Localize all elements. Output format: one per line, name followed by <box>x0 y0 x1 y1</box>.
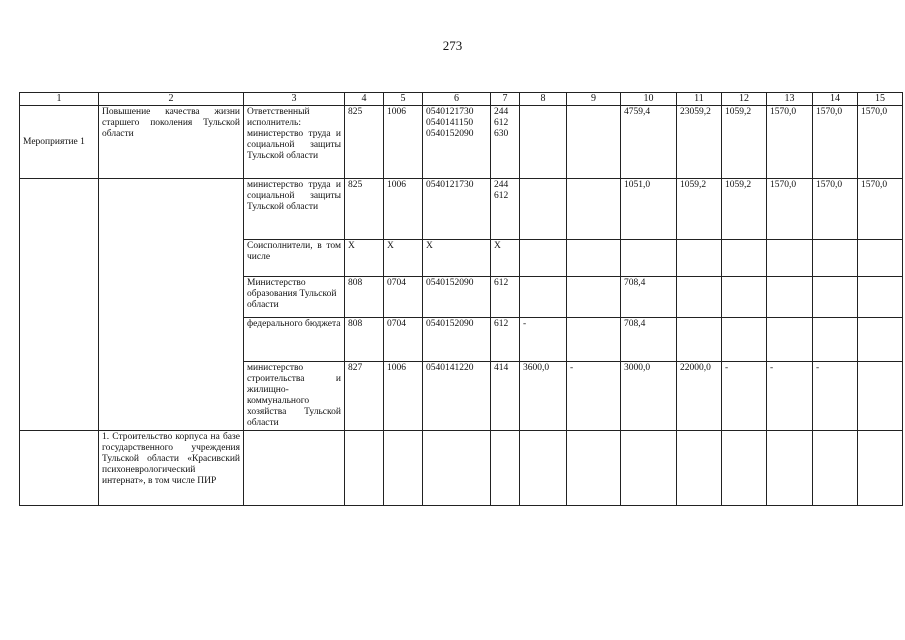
executor-cell: министерство труда и социальной защиты Тульской области <box>244 179 345 240</box>
cell-c14: - <box>813 362 858 431</box>
cell-c8: 3600,0 <box>520 362 567 431</box>
cell-c12 <box>722 240 767 277</box>
column-header: 14 <box>813 93 858 106</box>
column-header: 10 <box>621 93 677 106</box>
column-header: 1 <box>20 93 99 106</box>
cell-c9 <box>567 106 621 179</box>
cell-c6: 0540152090 <box>423 318 491 362</box>
cell-c13: - <box>767 362 813 431</box>
cell-c4: 825 <box>345 179 384 240</box>
column-header: 7 <box>491 93 520 106</box>
empty-cell <box>423 431 491 506</box>
cell-c6: 0540152090 <box>423 277 491 318</box>
cell-c4: 825 <box>345 106 384 179</box>
column-header: 15 <box>858 93 903 106</box>
cell-c5: 1006 <box>384 179 423 240</box>
column-header: 9 <box>567 93 621 106</box>
empty-cell <box>858 431 903 506</box>
column-header: 6 <box>423 93 491 106</box>
cell-c10: 708,4 <box>621 318 677 362</box>
subitem-title: 1. Строительство корпуса на базе государственного учреждения Тульской области «Красивский психоневрологический интернат», в том числе ПИР <box>99 431 244 506</box>
cell-c6: 0540121730 <box>423 179 491 240</box>
empty-cell <box>567 431 621 506</box>
empty-cell <box>621 431 677 506</box>
cell-c13 <box>767 277 813 318</box>
cell-c11: 1059,2 <box>677 179 722 240</box>
cell-c5: 0704 <box>384 277 423 318</box>
empty-cell <box>345 431 384 506</box>
column-header: 8 <box>520 93 567 106</box>
executor-cell: Министерство образования Тульской области <box>244 277 345 318</box>
cell-c6: 0540121730 0540141150 0540152090 <box>423 106 491 179</box>
empty-cell <box>520 431 567 506</box>
cell-c7: 244 612 630 <box>491 106 520 179</box>
column-header: 12 <box>722 93 767 106</box>
empty-cell <box>677 431 722 506</box>
cell-c9 <box>567 318 621 362</box>
cell-c13: 1570,0 <box>767 106 813 179</box>
cell-c7: 612 <box>491 277 520 318</box>
cell-c7: 244 612 <box>491 179 520 240</box>
empty-cell <box>384 431 423 506</box>
event-goal: Повышение качества жизни старшего поколения Тульской области <box>99 106 244 179</box>
cell-c12 <box>722 277 767 318</box>
cell-c12: - <box>722 362 767 431</box>
cell-c6: 0540141220 <box>423 362 491 431</box>
cell-c6: X <box>423 240 491 277</box>
cell-c10: 3000,0 <box>621 362 677 431</box>
cell-c11: 23059,2 <box>677 106 722 179</box>
cell-c15: 1570,0 <box>858 179 903 240</box>
cell-c15: 1570,0 <box>858 106 903 179</box>
column-header: 2 <box>99 93 244 106</box>
cell-c10: 1051,0 <box>621 179 677 240</box>
budget-table <box>19 92 903 506</box>
event-continuation-cell <box>20 179 99 431</box>
cell-c13 <box>767 318 813 362</box>
cell-c4: 808 <box>345 277 384 318</box>
cell-c8 <box>520 277 567 318</box>
cell-c8 <box>520 106 567 179</box>
cell-c5: 1006 <box>384 106 423 179</box>
cell-c12: 1059,2 <box>722 179 767 240</box>
cell-c8 <box>520 179 567 240</box>
goal-continuation-cell <box>99 179 244 431</box>
table-row <box>20 431 903 506</box>
cell-c15 <box>858 318 903 362</box>
cell-c10: 4759,4 <box>621 106 677 179</box>
column-number-row <box>20 93 903 106</box>
cell-c14 <box>813 318 858 362</box>
page-number: 273 <box>442 38 463 53</box>
cell-c4: X <box>345 240 384 277</box>
cell-c11 <box>677 277 722 318</box>
cell-c7: 414 <box>491 362 520 431</box>
empty-cell <box>20 431 99 506</box>
empty-cell <box>491 431 520 506</box>
cell-c15 <box>858 277 903 318</box>
executor-cell: Соисполнители, в том числе <box>244 240 345 277</box>
column-header: 3 <box>244 93 345 106</box>
cell-c11: 22000,0 <box>677 362 722 431</box>
cell-c4: 827 <box>345 362 384 431</box>
column-header: 13 <box>767 93 813 106</box>
executor-cell: федерального бюджета <box>244 318 345 362</box>
cell-c15 <box>858 240 903 277</box>
empty-cell <box>767 431 813 506</box>
cell-c5: 0704 <box>384 318 423 362</box>
column-header: 11 <box>677 93 722 106</box>
cell-c9 <box>567 179 621 240</box>
cell-c9 <box>567 277 621 318</box>
cell-c15 <box>858 362 903 431</box>
cell-c11 <box>677 240 722 277</box>
cell-c14: 1570,0 <box>813 106 858 179</box>
cell-c14 <box>813 240 858 277</box>
cell-c12 <box>722 318 767 362</box>
column-header: 5 <box>384 93 423 106</box>
cell-c7: X <box>491 240 520 277</box>
cell-c5: 1006 <box>384 362 423 431</box>
cell-c8 <box>520 240 567 277</box>
cell-c10 <box>621 240 677 277</box>
cell-c13 <box>767 240 813 277</box>
cell-c14 <box>813 277 858 318</box>
cell-c9: - <box>567 362 621 431</box>
empty-cell <box>244 431 345 506</box>
empty-cell <box>813 431 858 506</box>
cell-c8: - <box>520 318 567 362</box>
cell-c10: 708,4 <box>621 277 677 318</box>
table-row <box>20 179 903 240</box>
executor-cell: Ответственный исполнитель: министерство труда и социальной защиты Тульской области <box>244 106 345 179</box>
executor-cell: министерство строительства и жилищно-коммунального хозяйства Тульской области <box>244 362 345 431</box>
cell-c14: 1570,0 <box>813 179 858 240</box>
column-header: 4 <box>345 93 384 106</box>
cell-c7: 612 <box>491 318 520 362</box>
cell-c12: 1059,2 <box>722 106 767 179</box>
cell-c9 <box>567 240 621 277</box>
cell-c5: X <box>384 240 423 277</box>
event-label: Мероприятие 1 <box>20 106 99 179</box>
table-row <box>20 106 903 179</box>
empty-cell <box>722 431 767 506</box>
cell-c11 <box>677 318 722 362</box>
cell-c13: 1570,0 <box>767 179 813 240</box>
cell-c4: 808 <box>345 318 384 362</box>
